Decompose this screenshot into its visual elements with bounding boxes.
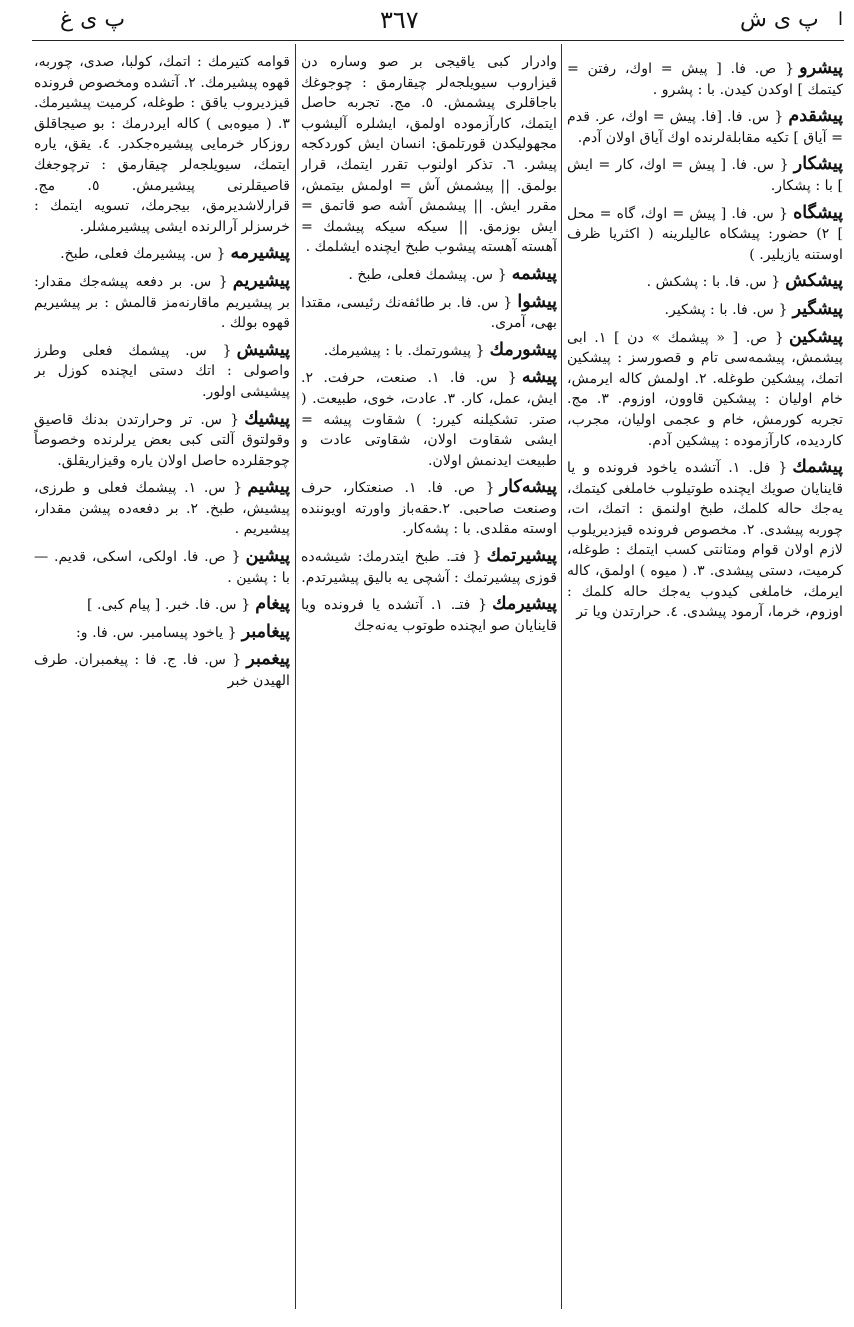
entry-text: { س. پيشمك فعلى، طبخ . xyxy=(348,266,507,283)
entry-text: { س. فا. بر طائفه‌نك رئيسى، مقتدا بهى، آمرى. xyxy=(301,294,557,332)
entry-text: { س. فا. [ پيش = اوك، گاه = محل ] ٢) حضور: پيشكاه عاليلرينه ( اكثريا ظرف اوستنه يازيلير. ) xyxy=(567,205,843,263)
entry-text: { س. فا. ١. صنعت، حرفت. ٢. ايش، عمل، كار. ٣. عادت، خوى، طبيعت. ( صتر. تشكيلنه كيرر: ) شقاوت پيشه = ايشى شقاوت اولان، شقاوتى عادت و طبيعت ايدنمش اولان. xyxy=(301,370,557,469)
dictionary-entry xyxy=(301,52,557,258)
column-left xyxy=(34,52,290,1314)
entry-text: { پيشورتمك. با : پيشيرمك. xyxy=(323,342,485,359)
dictionary-entry xyxy=(301,264,557,286)
dictionary-entry xyxy=(567,271,843,293)
margin-mark: ا xyxy=(838,9,844,30)
entry-text: { س. فا. خبر. [ پيام كبى. ] xyxy=(87,597,251,614)
entry-text: { س. پيشمك فعلى وطرز واصولى : اتك دستى ايچنده كوزل بر پيشيشى اولور. xyxy=(34,342,290,400)
headword: پيشيرمك xyxy=(492,594,557,615)
entry-text: { س. تر وحرارتدن بدنك قاصيق وقولتوق آلتى كبى بعض يرلرنده وخصوصاً چوجقلرده حاصل اولان ياره وقيزاريقلق. xyxy=(34,411,290,469)
dictionary-entry xyxy=(301,546,557,588)
dictionary-entry xyxy=(567,299,843,321)
headword: پيشيرمه xyxy=(230,243,290,264)
entry-text: { س. فا. با : پشكش . xyxy=(646,274,781,291)
column-divider-right xyxy=(561,44,562,1309)
dictionary-entry xyxy=(567,58,843,100)
headword: پيشگاه xyxy=(793,202,843,223)
entry-text: { فتـ. طبخ ايتدرمك: شيشه‌ده قوزى پيشيرتمك : آشچى يه باليق پيشيرتدم. xyxy=(301,549,557,586)
headword: پيشين xyxy=(245,546,290,567)
dictionary-entry xyxy=(567,154,843,196)
column-divider-left xyxy=(295,44,296,1309)
dictionary-entry xyxy=(567,457,843,623)
header-left-letters: پ ى غ xyxy=(60,7,126,32)
headword: پيشقدم xyxy=(788,106,843,127)
entry-text: قوامه كتيرمك : اتمك، كولبا، صدى، چوربه، قهوه پيشيرمك. ٢. آتشده ومخصوص فرونده قيزديروب ياقق : طوغله، كرميت پيشيرمك. ٣. ( ميوه‌بى ) كاله ايردرمك : بو صيجاقلق روزكار خرمايى پيشيره‌جكدر. ٤. يقق، ياره ايتمك، سيويلجه‌لر چيقارمق : ترچوجغك قاصيقلرنى پيشيرمش. ٥. مج. قرارلاشديرمق، بيجرمك، تسويه ايتمك : خرسزلر آرالرنده ايشى پيشيرمشلر. xyxy=(34,54,290,235)
entry-text: { س. فا. با : پشكير. xyxy=(664,301,788,318)
dictionary-entry xyxy=(301,292,557,334)
header-right-letters: پ ى ش xyxy=(740,7,819,32)
dictionary-entry xyxy=(34,340,290,403)
entry-text: { ص. فا. [ پيش = اوك، رفتن = كيتمك ] اوكدن كيدن. با : پشرو . xyxy=(567,61,843,98)
dictionary-entry xyxy=(567,327,843,452)
headword: پيشورمك xyxy=(489,339,557,360)
headword: پيغامبر xyxy=(241,621,290,642)
dictionary-entry xyxy=(567,106,843,148)
dictionary-entry xyxy=(567,203,843,266)
headword: پيشكين xyxy=(788,326,843,347)
dictionary-entry xyxy=(34,477,290,540)
dictionary-entry xyxy=(301,367,557,471)
entry-text: { فتـ. ١. آتشده يا فرونده ويا قاينايان صو ايچنده طوتوب يه‌نه‌جك xyxy=(301,597,557,634)
entry-text: { ص. فا. ١. صنعتكار، حرف وصنعت صاحبى. ٢.حقه‌باز واورته اويوننده اوسته مقلدى. با : پشه‌كار. xyxy=(301,480,557,538)
dictionary-entry xyxy=(301,594,557,636)
headword: پيشمك xyxy=(792,457,843,478)
headword: پيغمبر xyxy=(246,649,290,670)
headword: پيشيم xyxy=(247,477,290,498)
headword: پيشمه xyxy=(511,263,557,284)
dictionary-entry xyxy=(34,649,290,691)
dictionary-entry xyxy=(34,594,290,616)
dictionary-entry xyxy=(34,271,290,334)
dictionary-entry xyxy=(301,340,557,362)
page-number: ٣٦٧ xyxy=(380,6,419,34)
headword: پيشيرتمك xyxy=(486,546,557,567)
headword: پيشكار xyxy=(793,154,843,175)
headword: پيشيش xyxy=(236,339,290,360)
headword: پيشه xyxy=(521,367,557,388)
entry-text: { س. بر دفعه پيشه‌جك مقدار: بر پيشيريم ماقارنه‌مز قالمش : بر پيشيريم قهوه بولك . xyxy=(34,273,290,332)
headword: پيشيريم xyxy=(232,270,290,291)
dictionary-entry xyxy=(301,477,557,540)
dictionary-entry xyxy=(34,243,290,265)
entry-text: { س. فا. [ پيش = اوك، كار = ايش ] با : پشكار. xyxy=(567,157,843,194)
entry-text: { س. فا. ج. فا : پيغمبران. طرف الهيدن خبر xyxy=(34,652,290,690)
entry-text: { ص. فا. اولكى، اسكى، قديم. — با : پشين . xyxy=(34,549,290,586)
entry-text: { ياخود پيسامبر. س. فا. و: xyxy=(75,624,237,641)
headword: پيشوا xyxy=(517,291,557,312)
headword: پيشرو xyxy=(799,58,843,78)
entry-text: { س. ١. پيشمك فعلى و طرزى، پيشيش، طبخ. ٢. بر دفعه‌ده پيشن مقدار، پيشيريم . xyxy=(34,480,290,538)
entry-text: وادرار كبى ياقيجى بر صو وساره دن قيزاروب سيويلجه‌لر چيقارمق : چوجوغك باجاقلرى پيشمش. ٥. مج. تجربه حاصل ايتمك، كارآزموده اولمق، ايشلره آليشوب مجهوليكدن قورتلمق: انسان ايش كوردكجه پيشر. ٦. تذكر اولنوب تقرر ايتمك، قرار بولمق. || پيشمش آش = اولمش بيتمش، مقرر ايش. || پيشمش آشه صو قاتمق = ايش بوزمق. || سيكه سيكه پيشمك = آهسته آهسته پيشوب طبخ ايچنده ايشلمك . xyxy=(301,54,557,256)
entry-text: { فل. ١. آتشده ياخود فرونده و يا قاينايان صويك ايچنده طوتيلوب خاملغى كيتمك، يه‌جك حاله كلمك، طبخ اولنمق : اتمك، ات، چوربه پيشدى. ٢. مخصوص فرونده قيزديريلوب لازم اولان قوام ومتانتى كسب ايتمك : طوغله، كرميت، دستى پيشدى. ٣. ( ميوه ) اولمق، كاله ايرمك، خاملغى كيدوب يه‌جك حاله كلمك : اوزوم، خرما، آرمود پيشدى. ٤. حرارتدن ويا تر xyxy=(567,460,843,621)
headword: پيشگير xyxy=(792,298,843,319)
entry-text: { س. فا. [فا. پيش = اوك، عر. قدم = آياق ] تكيه مقابلةلرنده اوك آياق اولان آدم. xyxy=(567,109,843,146)
headword: پيغام xyxy=(255,594,290,615)
dictionary-entry xyxy=(34,52,290,237)
entry-text: { س. پيشيرمك فعلى، طبخ. xyxy=(60,246,226,263)
dictionary-entry xyxy=(34,409,290,472)
header-rule xyxy=(32,40,844,41)
column-middle xyxy=(301,52,557,1314)
dictionary-entry xyxy=(34,622,290,644)
headword: پيشكش xyxy=(785,271,843,292)
dictionary-entry xyxy=(34,546,290,588)
entry-text: { ص. [ « پيشمك » دن ] ١. ابى پيشمش، پيشمه‌سى تام و قصورسز : پيشكين اتمك، پيشكين طوغله. ٢. اولمش كاله ايرمش، خام اوليان : پيشكين قاوون، اوزوم. ٣. مج. تجربه كورمش، خام و عجمى اوليان، مجرب، كارديده، كارآزموده : پيشكين آدم. xyxy=(567,329,843,449)
column-right xyxy=(567,52,843,1314)
headword: پيشيك xyxy=(244,408,290,429)
headword: پيشه‌كار xyxy=(499,477,557,498)
